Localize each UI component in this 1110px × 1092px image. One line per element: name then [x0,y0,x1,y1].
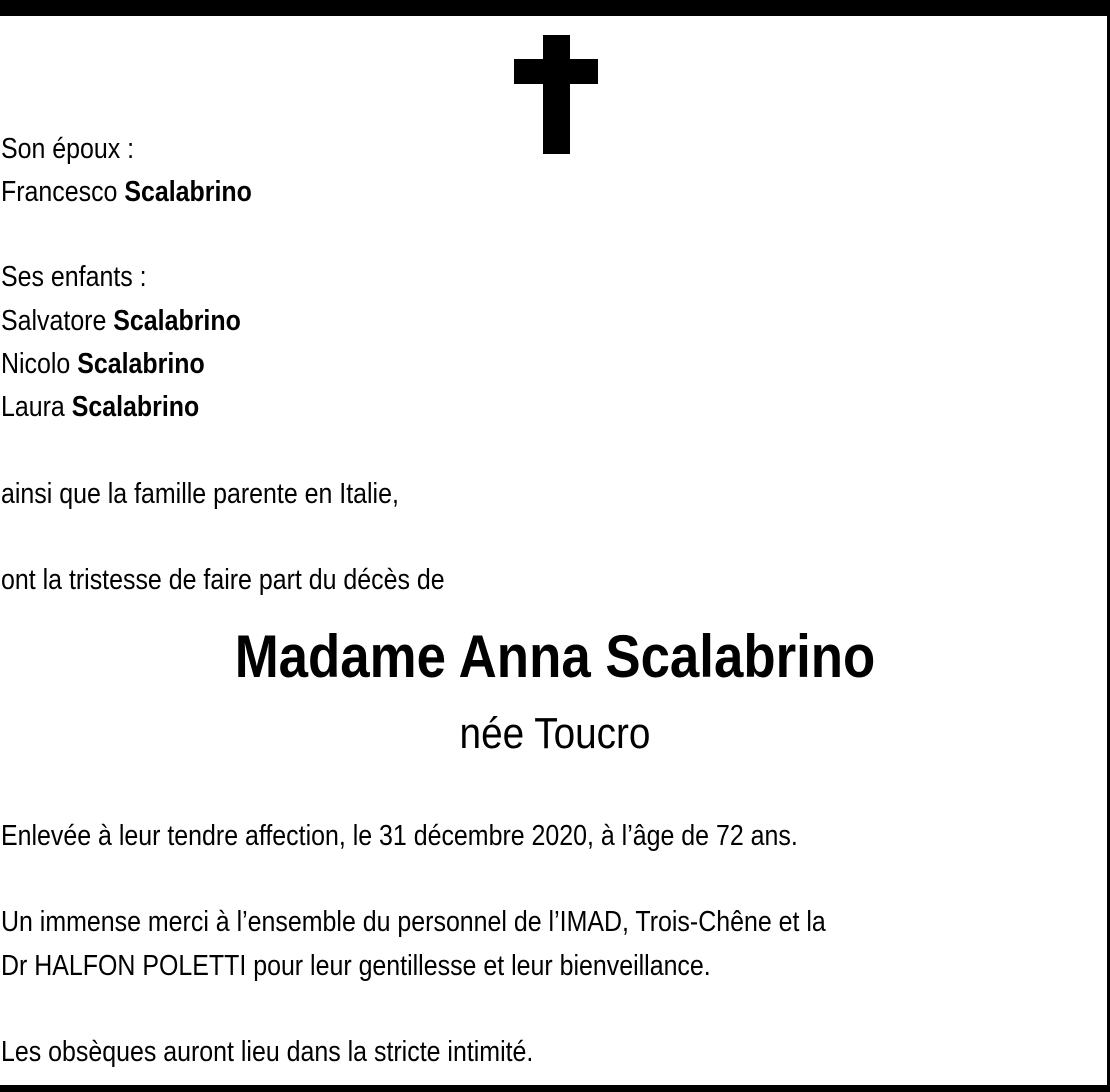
maiden-name: née Toucro [459,709,651,758]
announce-line: ont la tristesse de faire part du décès de [1,564,445,596]
spouse-last-name: Scalabrino [124,176,252,208]
funeral-line: Les obsèques auront lieu dans la stricte intimité. [1,1036,534,1068]
death-line: Enlevée à leur tendre affection, le 31 décembre 2020, à l’âge de 72 ans. [1,820,798,852]
spouse-label: Son époux : [1,133,135,165]
spouse-first-name: Francesco [1,176,118,208]
child-first-name: Salvatore [1,305,107,337]
child-name [1,346,205,382]
child-first-name: Nicolo [1,348,71,380]
child-first-name: Laura [1,391,65,423]
child-name [1,303,241,339]
child-last-name: Scalabrino [77,348,205,380]
thanks-line-2: Dr HALFON POLETTI pour leur gentillesse et leur bienveillance. [1,950,711,982]
child-last-name: Scalabrino [71,391,200,423]
top-border [0,0,1110,16]
child-name [1,389,199,425]
family-line: ainsi que la famille parente en Italie, [1,478,399,510]
children-label: Ses enfants : [1,261,147,293]
bottom-border [0,1085,1110,1092]
cross-icon [514,35,598,154]
deceased-name: Madame Anna Scalabrino [234,623,876,690]
spouse-name [1,174,252,210]
child-last-name: Scalabrino [113,305,241,337]
thanks-line-1: Un immense merci à l’ensemble du personnel de l’IMAD, Trois-Chêne et la [1,906,826,938]
